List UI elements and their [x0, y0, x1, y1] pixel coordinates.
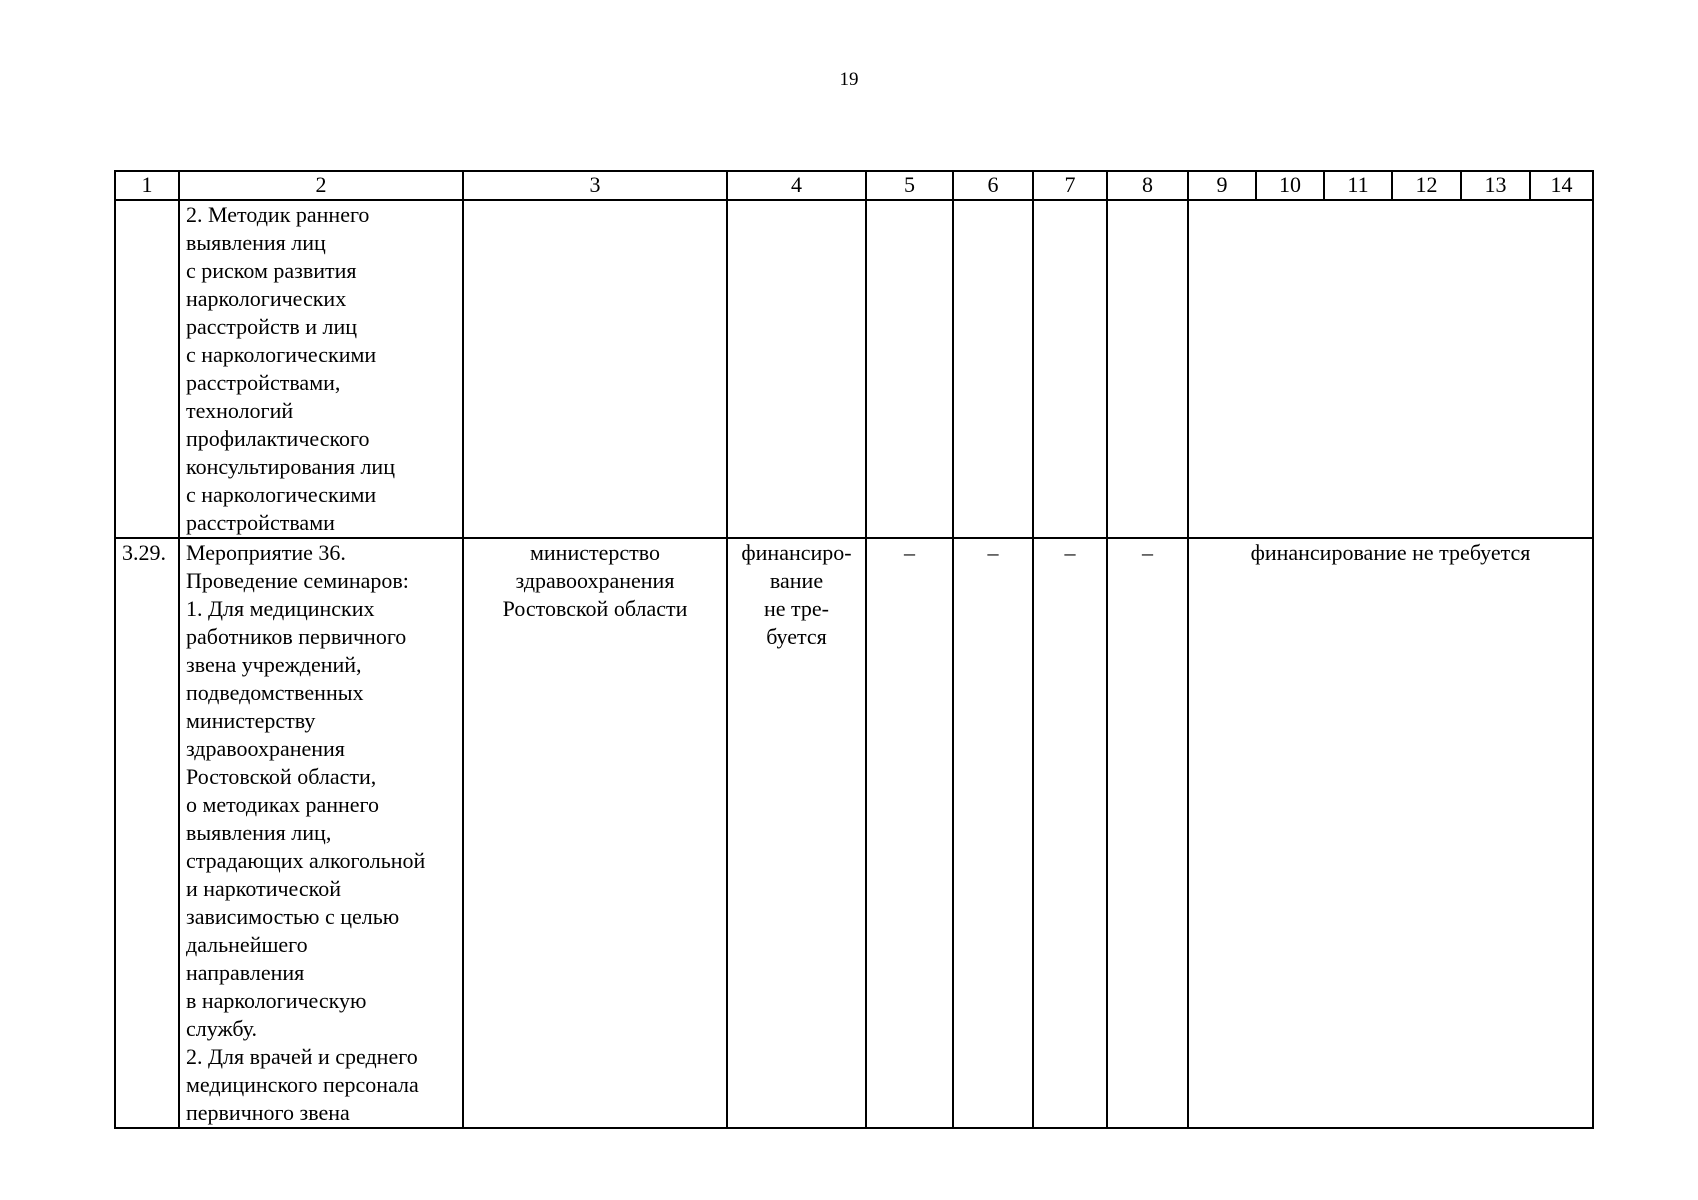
text-line: дальнейшего: [186, 932, 308, 957]
table-row-continued: [115, 200, 1593, 538]
row-continued-col7: [1033, 200, 1107, 538]
col6-value: –: [953, 538, 1033, 1128]
text-line: первичного звена: [186, 1100, 350, 1125]
col-header-7: 7: [1033, 171, 1107, 200]
text-line: в наркологическую: [186, 988, 367, 1013]
col-header-5: 5: [866, 171, 953, 200]
text-line: буется: [766, 624, 827, 649]
text-line: звена учреждений,: [186, 652, 362, 677]
text-line: расстройствами,: [186, 370, 341, 395]
text-line: медицинского персонала: [186, 1072, 419, 1097]
text-line: и наркотической: [186, 876, 341, 901]
col-header-12: 12: [1392, 171, 1461, 200]
text-line: выявления лиц: [186, 230, 326, 255]
text-line: работников первичного: [186, 624, 407, 649]
col-header-2: 2: [179, 171, 463, 200]
text-line: службу.: [186, 1016, 258, 1041]
text-line: технологий: [186, 398, 294, 423]
text-line: 1. Для медицинских: [186, 596, 375, 621]
col-header-3: 3: [463, 171, 727, 200]
row-continued-col6: [953, 200, 1033, 538]
row-continued-col4: [727, 200, 866, 538]
text-line: выявления лиц,: [186, 820, 332, 845]
text-line: Проведение семинаров:: [186, 568, 409, 593]
row-continued-col9-14: [1188, 200, 1593, 538]
text-line: профилактического: [186, 426, 370, 451]
page-number: 19: [839, 69, 859, 90]
text-line: не тре-: [763, 596, 829, 621]
col-header-13: 13: [1461, 171, 1530, 200]
text-line: Ростовской области,: [186, 764, 377, 789]
funding-source: [727, 538, 866, 1128]
col5-value: –: [866, 538, 953, 1128]
text-line: расстройств и лиц: [186, 314, 358, 339]
text-line: о методиках раннего: [186, 792, 380, 817]
row-continued-col8: [1107, 200, 1188, 538]
column-number-row: [115, 171, 1593, 200]
text-line: с наркологическими: [186, 482, 377, 507]
text-line: наркологических: [186, 286, 347, 311]
text-line: страдающих алкогольной: [186, 848, 426, 873]
measure-description: [179, 538, 463, 1128]
col-header-1: 1: [115, 171, 179, 200]
text-line: Ростовской области: [502, 596, 688, 621]
col-header-14: 14: [1530, 171, 1593, 200]
col-header-6: 6: [953, 171, 1033, 200]
text-line: Мероприятие 36.: [186, 540, 346, 565]
text-line: министерству: [186, 708, 316, 733]
col-header-4: 4: [727, 171, 866, 200]
text-line: подведомственных: [186, 680, 364, 705]
row-continued-col2: [179, 200, 463, 538]
text-line: консультирования лиц: [186, 454, 395, 479]
table-row-3-29: [115, 538, 1593, 1128]
text-line: здравоохранения: [186, 736, 345, 761]
text-line: финансиро-: [741, 540, 852, 565]
program-table: [114, 170, 1594, 1129]
text-line: направления: [186, 960, 305, 985]
col7-value: –: [1033, 538, 1107, 1128]
funding-by-year: финансирование не требуется: [1188, 538, 1593, 1128]
responsible-executor: [463, 538, 727, 1128]
col-header-9: 9: [1188, 171, 1256, 200]
text-line: с наркологическими: [186, 342, 377, 367]
col-header-11: 11: [1324, 171, 1392, 200]
row-continued-col5: [866, 200, 953, 538]
text-line: расстройствами: [186, 510, 335, 535]
text-line: 2. Для врачей и среднего: [186, 1044, 418, 1069]
col-header-10: 10: [1256, 171, 1324, 200]
text-line: вание: [769, 568, 824, 593]
row-continued-col1: [115, 200, 179, 538]
text-line: 2. Методик раннего: [186, 202, 370, 227]
col8-value: –: [1107, 538, 1188, 1128]
row-continued-col3: [463, 200, 727, 538]
text-line: министерство: [529, 540, 660, 565]
text-line: здравоохранения: [515, 568, 675, 593]
row-number: 3.29.: [115, 538, 179, 1128]
col-header-8: 8: [1107, 171, 1188, 200]
text-line: зависимостью с целью: [186, 904, 400, 929]
text-line: с риском развития: [186, 258, 357, 283]
